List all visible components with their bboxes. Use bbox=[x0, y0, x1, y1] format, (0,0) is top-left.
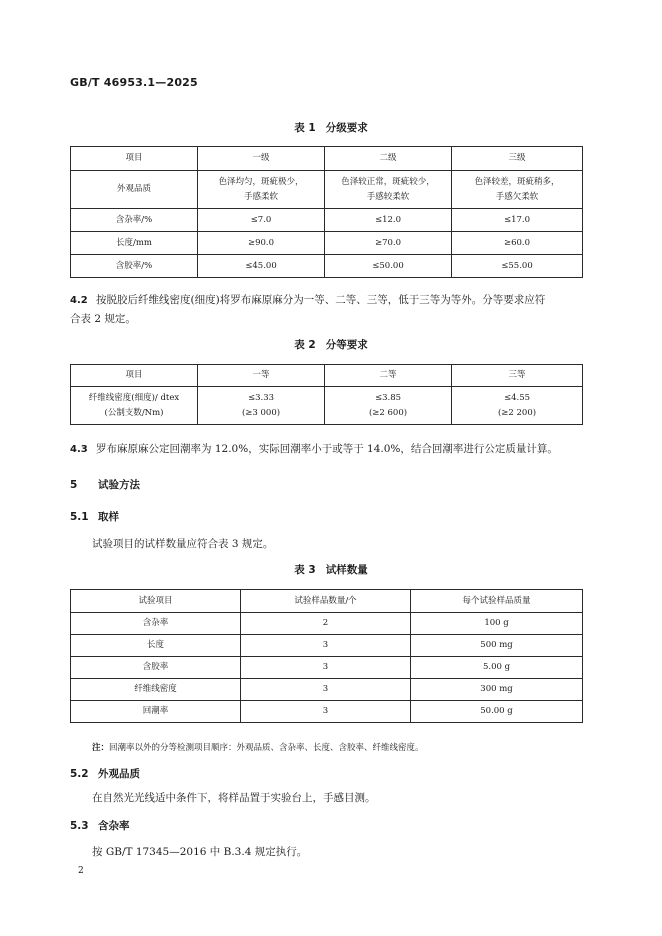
table-row bbox=[71, 613, 583, 635]
table1-cell: ≥90.0 bbox=[198, 232, 325, 255]
table1-cell: ≤50.00 bbox=[325, 255, 452, 278]
table3-header-cell: 试验样品数量/个 bbox=[241, 590, 411, 613]
cell-line: (≥2 600) bbox=[368, 407, 408, 418]
section-number: 5.1 bbox=[70, 511, 89, 523]
table1-cell: ≤17.0 bbox=[452, 209, 583, 232]
table1-caption-title: 分级要求 bbox=[325, 122, 368, 134]
table2-caption-num: 表 2 bbox=[294, 339, 316, 351]
table3-caption-title: 试样数量 bbox=[325, 564, 368, 576]
table-row bbox=[71, 387, 583, 425]
table1-header-cell: 三级 bbox=[452, 147, 583, 171]
table1-caption bbox=[0, 120, 662, 135]
table3-cell: 含杂率 bbox=[71, 613, 241, 635]
table1-header-cell: 项目 bbox=[71, 147, 198, 171]
table1-cell: ≥70.0 bbox=[325, 232, 452, 255]
table2-row-label bbox=[71, 387, 198, 425]
cell-line: 色泽较正常，斑疵较少， bbox=[341, 176, 435, 187]
section-title: 试验方法 bbox=[98, 479, 140, 491]
table2-header-cell: 三等 bbox=[452, 365, 583, 387]
section-5-2-text: 在自然光光线适中条件下，将样品置于实验台上，手感目测。 bbox=[92, 792, 376, 804]
standard-code: GB/T 46953.1—2025 bbox=[70, 76, 198, 89]
cell-line: ≤3.85 bbox=[374, 392, 402, 403]
clause-4-2 bbox=[70, 291, 590, 329]
table1-row-label: 含胶率/% bbox=[71, 255, 198, 278]
table2-cell bbox=[325, 387, 452, 425]
table2-header-cell: 一等 bbox=[198, 365, 325, 387]
table3-cell: 500 mg bbox=[411, 635, 583, 657]
table3-cell: 300 mg bbox=[411, 679, 583, 701]
cell-line: 手感较柔软 bbox=[366, 191, 410, 202]
section-5-3-text: 按 GB/T 17345—2016 中 B.3.4 规定执行。 bbox=[92, 846, 308, 858]
table1-header-row bbox=[71, 147, 583, 171]
table1-cell: ≤12.0 bbox=[325, 209, 452, 232]
table-row bbox=[71, 209, 583, 232]
table3-cell: 3 bbox=[241, 701, 411, 723]
table2-caption bbox=[0, 337, 662, 352]
table3-caption bbox=[0, 562, 662, 577]
section-5-3-heading bbox=[70, 818, 130, 833]
clause-number: 4.2 bbox=[70, 295, 88, 306]
section-number: 5 bbox=[70, 479, 78, 491]
table2-cell bbox=[452, 387, 583, 425]
table2-cell bbox=[198, 387, 325, 425]
table2-rank-requirements bbox=[70, 364, 583, 425]
table3-cell: 3 bbox=[241, 679, 411, 701]
table1-caption-num: 表 1 bbox=[294, 122, 316, 134]
table3-note bbox=[92, 741, 424, 753]
clause-text-line1: 按脱胶后纤维线密度(细度)将罗布麻原麻分为一等、二等、三等，低于三等为等外。分等要求应符 bbox=[96, 294, 546, 306]
section-5-1-heading bbox=[70, 509, 119, 524]
section-title: 含杂率 bbox=[98, 820, 130, 832]
note-label: 注： bbox=[92, 743, 110, 753]
table1-cell: ≤7.0 bbox=[198, 209, 325, 232]
table3-cell: 含胶率 bbox=[71, 657, 241, 679]
table2-header-cell: 二等 bbox=[325, 365, 452, 387]
table3-cell: 2 bbox=[241, 613, 411, 635]
cell-line: ≤4.55 bbox=[503, 392, 531, 403]
table1-row-label: 长度/mm bbox=[71, 232, 198, 255]
clause-number: 4.3 bbox=[70, 444, 88, 455]
cell-line: 色泽均匀，斑疵极少， bbox=[218, 176, 304, 187]
table3-header-row bbox=[71, 590, 583, 613]
table-row bbox=[71, 232, 583, 255]
section-5-1-text: 试验项目的试样数量应符合表 3 规定。 bbox=[92, 538, 274, 550]
table1-header-cell: 二级 bbox=[325, 147, 452, 171]
table3-cell: 纤维线密度 bbox=[71, 679, 241, 701]
table3-sample-quantity bbox=[70, 589, 583, 723]
table1-grading-requirements bbox=[70, 146, 583, 278]
table3-cell: 3 bbox=[241, 635, 411, 657]
section-number: 5.3 bbox=[70, 820, 89, 832]
page-number: 2 bbox=[78, 866, 84, 876]
cell-line: (公制支数/Nm) bbox=[104, 407, 164, 418]
table1-cell bbox=[325, 171, 452, 209]
table1-cell: ≥60.0 bbox=[452, 232, 583, 255]
cell-line: 纤维线密度(细度)/ dtex bbox=[88, 392, 180, 403]
cell-line: 手感柔软 bbox=[243, 191, 278, 202]
table3-cell: 3 bbox=[241, 657, 411, 679]
table-row bbox=[71, 255, 583, 278]
cell-line: ≤3.33 bbox=[247, 392, 275, 403]
table3-cell: 长度 bbox=[71, 635, 241, 657]
table1-cell: ≤55.00 bbox=[452, 255, 583, 278]
cell-line: (≥2 200) bbox=[497, 407, 537, 418]
table-row bbox=[71, 657, 583, 679]
cell-line: 色泽较差，斑疵稍多， bbox=[474, 176, 560, 187]
table3-cell: 5.00 g bbox=[411, 657, 583, 679]
clause-4-3 bbox=[70, 440, 600, 459]
table1-row-label: 外观品质 bbox=[71, 171, 198, 209]
section-5-2-heading bbox=[70, 766, 140, 781]
table-row bbox=[71, 171, 583, 209]
table-row bbox=[71, 701, 583, 723]
section-number: 5.2 bbox=[70, 768, 89, 780]
section-title: 外观品质 bbox=[98, 768, 140, 780]
table1-header-cell: 一级 bbox=[198, 147, 325, 171]
clause-text: 罗布麻原麻公定回潮率为 12.0%，实际回潮率小于或等于 14.0%，结合回潮率进行公定质量计算。 bbox=[96, 443, 558, 455]
table1-row-label: 含杂率/% bbox=[71, 209, 198, 232]
note-text: 回潮率以外的分等检测项目顺序：外观品质、含杂率、长度、含胶率、纤维线密度。 bbox=[109, 743, 424, 753]
section-title: 取样 bbox=[98, 511, 119, 523]
clause-text-line2: 合表 2 规定。 bbox=[70, 313, 136, 325]
table2-header-cell: 项目 bbox=[71, 365, 198, 387]
table3-cell: 回潮率 bbox=[71, 701, 241, 723]
cell-line: 手感欠柔软 bbox=[495, 191, 539, 202]
table-row bbox=[71, 635, 583, 657]
table3-cell: 100 g bbox=[411, 613, 583, 635]
table3-cell: 50.00 g bbox=[411, 701, 583, 723]
cell-line: (≥3 000) bbox=[241, 407, 281, 418]
table-row bbox=[71, 679, 583, 701]
table2-header-row bbox=[71, 365, 583, 387]
table1-cell bbox=[452, 171, 583, 209]
table1-cell bbox=[198, 171, 325, 209]
table3-caption-num: 表 3 bbox=[294, 564, 316, 576]
table3-header-cell: 每个试验样品质量 bbox=[411, 590, 583, 613]
table3-header-cell: 试验项目 bbox=[71, 590, 241, 613]
table2-caption-title: 分等要求 bbox=[325, 339, 368, 351]
table1-cell: ≤45.00 bbox=[198, 255, 325, 278]
section-5-heading bbox=[70, 477, 140, 492]
